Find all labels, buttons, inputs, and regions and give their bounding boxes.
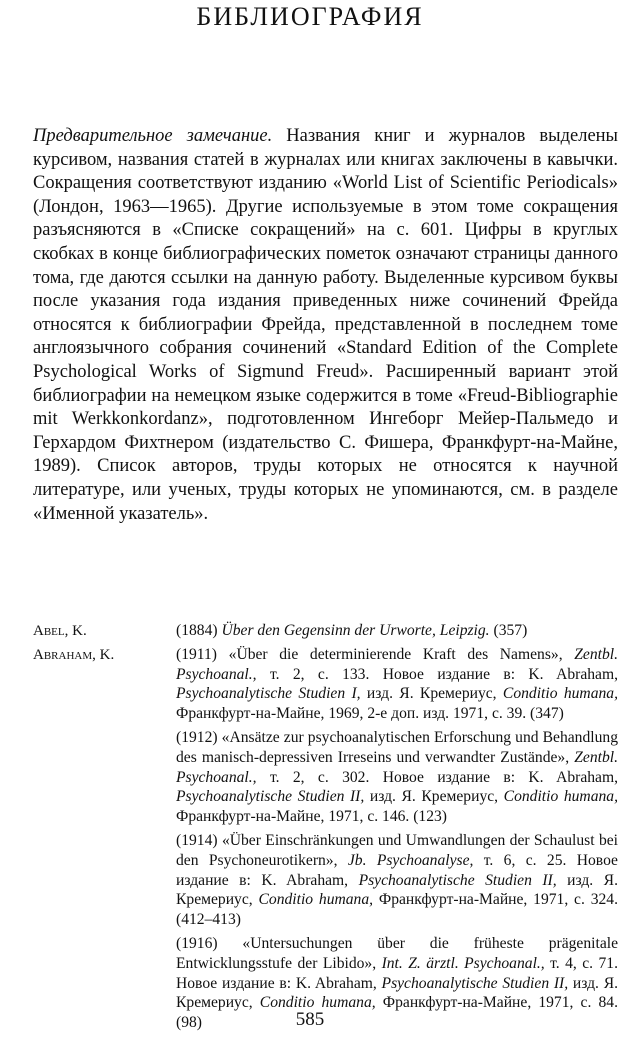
entry-series: Conditio humana, bbox=[502, 685, 618, 703]
intro-text: Названия книг и журналов выделены курсивом, названия статей в журналах или книгах заключены в кавычки. Сокращения соответствуют изданию «World List of Scientific Periodicals» (Лондон, 1963—1965). Другие используемые в этом томе сокращения разъясняются в «Списке сокращений» на с. 601. Цифры в круглых скобках в конце библиографических пометок означают страницы данного тома, где даются ссылки на данную работу. Выделенные курсивом буквы после указания года издания приведенных ниже сочинений Фрейда относятся к библиографии Фрейда, представленной в последнем томе англоязычного собрания сочинений «Standard Edition of the Complete Psychological Works of Sigmund Freud». Расширенный вариант этой библиографии на немецком языке содержится в томе «Freud-Bibliographie mit Werkkonkordanz», подготовленном Ингеборг Мейер-Пальмедо и Герхардом Фихтнером (издательство С. Фишера, Франкфурт-на-Майне, 1989). Список авторов, труды которых не относятся к научной литературе, или ученых, труды которых не упоминаются, см. в разделе «Именной указатель». bbox=[33, 126, 618, 524]
entry-series: Conditio humana, bbox=[503, 788, 618, 806]
entry-publication: Франкфурт-на-Майне, 1971, с. 146. (123) bbox=[176, 808, 448, 826]
author-block-abel bbox=[33, 621, 618, 641]
entry-editor: изд. Я. Кремериус, bbox=[369, 788, 499, 806]
entry-pages: (357) bbox=[493, 622, 528, 639]
entry-title: «Über die determinierende Kraft des Namens», bbox=[228, 645, 563, 663]
entry-year: (1884) bbox=[176, 622, 218, 639]
entry-details: т. 2, с. 302. Новое издание в: K. Abraham, bbox=[269, 768, 619, 786]
author-name: Abel, K. bbox=[33, 623, 87, 639]
entry-book: Psychoanalytische Studien II, bbox=[358, 871, 557, 889]
entry-editor: изд. Я. Кремериус, bbox=[176, 871, 618, 909]
intro-lead: Предварительное замечание. bbox=[33, 126, 273, 146]
intro-paragraph bbox=[33, 125, 618, 526]
entry-year: (1912) bbox=[176, 728, 218, 746]
entry-title: «Ansätze zur psychoanalytischen Erforschung und Behandlung des manisch-depressiven Irreseins und verwandter Zustände», bbox=[176, 728, 618, 766]
bibliography-entry bbox=[176, 645, 618, 724]
entry-journal: Zentbl. Psychoanal., bbox=[176, 645, 618, 683]
bibliography-entry bbox=[176, 621, 618, 641]
entry-details: т. 6, с. 25. Новое издание в: K. Abraham, bbox=[176, 851, 618, 889]
author-name: Abraham, K. bbox=[33, 646, 115, 663]
entry-publication: Франкфурт-на-Майне, 1969, 2-е доп. изд. 1971, с. 39. (347) bbox=[176, 705, 564, 723]
entry-title: Über den Gegensinn der Urworte, Leipzig. bbox=[221, 622, 490, 639]
entry-details: т. 2, с. 133. Новое издание в: K. Abraham, bbox=[269, 665, 619, 683]
bibliography-entry bbox=[176, 728, 618, 827]
entry-journal: Jb. Psychoanalyse, bbox=[347, 851, 474, 869]
bibliography-entry bbox=[176, 831, 618, 930]
author-block-abraham bbox=[33, 645, 618, 1033]
entry-year: (1914) bbox=[176, 831, 218, 849]
entry-year: (1916) bbox=[176, 934, 218, 952]
entry-journal: Int. Z. ärztl. Psychoanal., bbox=[381, 954, 545, 972]
entry-series: Conditio humana, bbox=[259, 994, 376, 1012]
entry-details: т. 4, с. 71. Новое издание в: K. Abraham, bbox=[176, 954, 618, 992]
entry-title: «Untersuchungen über die früheste prägenitale Entwicklungsstufe der Libido», bbox=[176, 934, 618, 972]
entry-book: Psychoanalytische Studien I, bbox=[176, 685, 361, 703]
bibliography-list bbox=[33, 621, 618, 1037]
entry-title: «Über Einschränkungen und Umwandlungen der Schaulust bei den Psychoneurotikern», bbox=[176, 831, 618, 869]
page-title: БИБЛИОГРАФИЯ bbox=[196, 2, 424, 31]
entry-publication: Франкфурт-на-Майне, 1971, с. 324. (412–413) bbox=[176, 891, 618, 929]
entry-editor: изд. Я. Кремериус, bbox=[176, 974, 618, 1012]
entry-book: Psychoanalytische Studien II, bbox=[381, 974, 569, 992]
entry-series: Conditio humana, bbox=[258, 891, 374, 909]
entry-journal: Zentbl. Psychoanal., bbox=[176, 748, 618, 786]
entry-publication: Франкфурт-на-Майне, 1971, с. 84. (98) bbox=[176, 994, 618, 1032]
entry-year: (1911) bbox=[176, 645, 217, 663]
entry-book: Psychoanalytische Studien II, bbox=[176, 788, 365, 806]
page-number: 585 bbox=[295, 1009, 325, 1030]
entry-editor: изд. Я. Кремериус, bbox=[366, 685, 497, 703]
